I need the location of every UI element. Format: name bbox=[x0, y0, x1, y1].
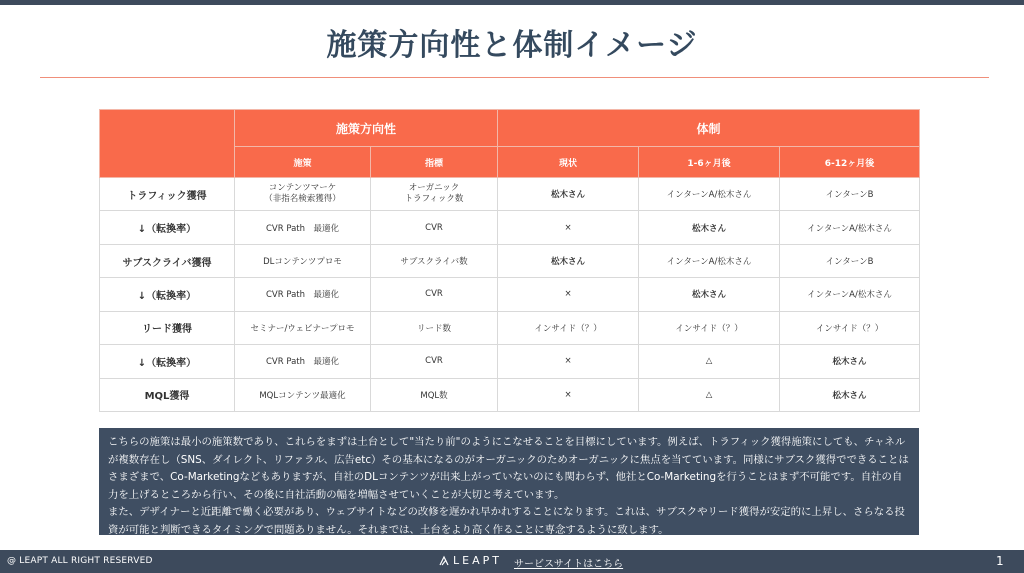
measure-cell: CVR Path 最適化 bbox=[235, 278, 371, 311]
metric-cell: CVR bbox=[371, 345, 498, 378]
col-header-current: 現状 bbox=[498, 147, 639, 178]
explanation-box bbox=[99, 428, 919, 535]
row-label: リード獲得 bbox=[100, 311, 235, 344]
metric-cell: リード数 bbox=[371, 311, 498, 344]
col-header-measure: 施策 bbox=[235, 147, 371, 178]
m1-6-cell: インターンA/松木さん bbox=[639, 178, 780, 211]
page-number: 1 bbox=[996, 554, 1004, 568]
service-site-link[interactable]: サービスサイトはこちら bbox=[514, 559, 624, 570]
metric-cell: CVR bbox=[371, 211, 498, 244]
table-row bbox=[100, 345, 920, 378]
current-cell: インサイド（？） bbox=[498, 311, 639, 344]
title-divider bbox=[40, 77, 989, 78]
measure-cell: コンテンツマーケ （非指名検索獲得） bbox=[235, 178, 371, 211]
current-cell: 松木さん bbox=[498, 178, 639, 211]
logo-text: LEAPT bbox=[453, 554, 502, 567]
table-row bbox=[100, 211, 920, 244]
table-row bbox=[100, 278, 920, 311]
m6-12-cell: 松木さん bbox=[780, 378, 920, 411]
metric-cell: CVR bbox=[371, 278, 498, 311]
row-label: ↓（転換率） bbox=[100, 278, 235, 311]
m1-6-cell: インターンA/松木さん bbox=[639, 244, 780, 277]
measure-cell: MQLコンテンツ最適化 bbox=[235, 378, 371, 411]
metric-cell: オーガニック トラフィック数 bbox=[371, 178, 498, 211]
m1-6-cell: インサイド（？） bbox=[639, 311, 780, 344]
row-label: サブスクライバ獲得 bbox=[100, 244, 235, 277]
leapt-logo bbox=[438, 554, 502, 567]
col-header-metric: 指標 bbox=[371, 147, 498, 178]
leapt-mark-icon bbox=[438, 555, 450, 567]
measure-cell: CVR Path 最適化 bbox=[235, 345, 371, 378]
m6-12-cell: インターンA/松木さん bbox=[780, 278, 920, 311]
m1-6-cell: 松木さん bbox=[639, 278, 780, 311]
metric-cell: サブスクライバ数 bbox=[371, 244, 498, 277]
m6-12-cell: インサイド（？） bbox=[780, 311, 920, 344]
row-label: MQL獲得 bbox=[100, 378, 235, 411]
current-cell: × bbox=[498, 345, 639, 378]
row-label: ↓（転換率） bbox=[100, 345, 235, 378]
current-cell: × bbox=[498, 278, 639, 311]
strategy-table bbox=[99, 109, 920, 412]
corner-header-cell bbox=[100, 110, 235, 178]
row-label: ↓（転換率） bbox=[100, 211, 235, 244]
table-row bbox=[100, 178, 920, 211]
row-label: トラフィック獲得 bbox=[100, 178, 235, 211]
m6-12-cell: インターンA/松木さん bbox=[780, 211, 920, 244]
measure-cell: セミナー/ウェビナープロモ bbox=[235, 311, 371, 344]
footer-bar bbox=[0, 550, 1024, 573]
m1-6-cell: 松木さん bbox=[639, 211, 780, 244]
m6-12-cell: インターンB bbox=[780, 244, 920, 277]
top-accent-bar bbox=[0, 0, 1024, 5]
m6-12-cell: インターンB bbox=[780, 178, 920, 211]
current-cell: × bbox=[498, 211, 639, 244]
measure-cell: CVR Path 最適化 bbox=[235, 211, 371, 244]
m6-12-cell: 松木さん bbox=[780, 345, 920, 378]
current-cell: × bbox=[498, 378, 639, 411]
explanation-text: こちらの施策は最小の施策数であり、これらをまずは土台として"当たり前"のようにこなせることを目標にしています。例えば、トラフィック獲得施策にしても、チャネルが複数存在し（SNS、ダイレクト、リファラル、広告etc）その基本になるのがオーガニックのためオーガニックに焦点を当てています。同様にサブスク獲得でできることはさまざまで、Co-Marketingなどもありますが、自社のDLコンテンツが出来上がっていないのにも関わらず、他社とCo-Marketingを行うことはまず不可能です。自社の自力を上げるところから行い、その後に自社活動の幅を増幅させていくことが大切と考えています。 また、デザイナーと近距離で働く必要があり、ウェブサイトなどの改修を遅かれ早かれすることになります。これは、サブスクやリード獲得が安定的に上昇し、さらなる投資が可能と判断できるタイミングで問題ありません。それまでは、土台をより高く作ることに専念するように致します。 bbox=[108, 436, 909, 536]
m1-6-cell: △ bbox=[639, 345, 780, 378]
m1-6-cell: △ bbox=[639, 378, 780, 411]
current-cell: 松木さん bbox=[498, 244, 639, 277]
slide-title: 施策方向性と体制イメージ bbox=[326, 28, 698, 63]
group-header-direction: 施策方向性 bbox=[235, 110, 498, 147]
table-row bbox=[100, 311, 920, 344]
metric-cell: MQL数 bbox=[371, 378, 498, 411]
col-header-1-6-months: 1-6ヶ月後 bbox=[639, 147, 780, 178]
copyright-text: @ LEAPT ALL RIGHT RESERVED bbox=[7, 556, 153, 566]
group-header-structure: 体制 bbox=[498, 110, 920, 147]
table-row bbox=[100, 244, 920, 277]
table-row bbox=[100, 378, 920, 411]
measure-cell: DLコンテンツプロモ bbox=[235, 244, 371, 277]
col-header-6-12-months: 6-12ヶ月後 bbox=[780, 147, 920, 178]
